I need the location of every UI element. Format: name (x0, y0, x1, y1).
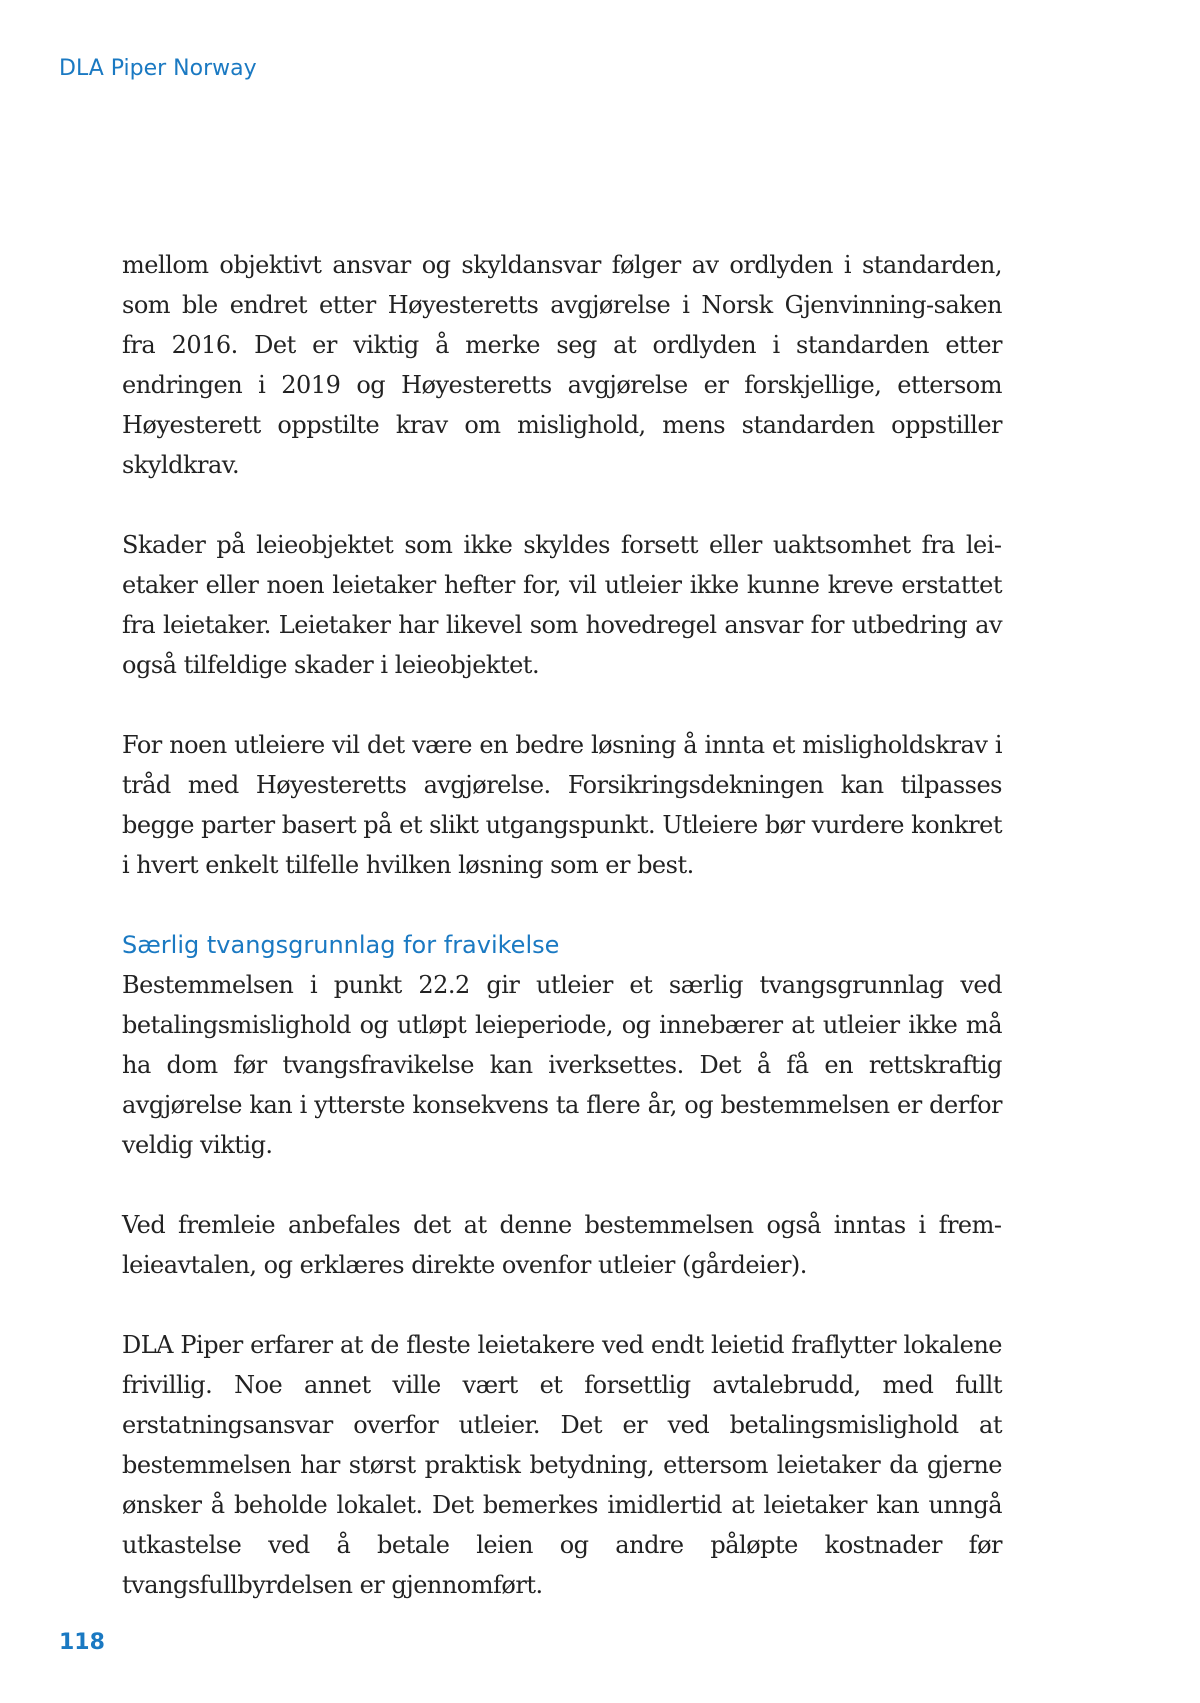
page-body (122, 245, 1002, 1645)
running-header: DLA Piper Norway (59, 56, 257, 81)
body-paragraph: DLA Piper erfarer at de fleste leietakere ved endt leietid fraflytter lokalene frivillig. Noe annet ville vært et forsettlig avtalebrudd, med fullt erstatningsansvar overfor utleier. Det er ved betalingsmislighold at bestemmelsen har størst praktisk betydning, ettersom leietaker da gjerne ønsker å beholde lokalet. Det bemerkes imidlertid at leietaker kan unngå utkastelse ved å betale leien og andre påløpte kostnader før tvangsfullbyrdelsen er gjennomført. (122, 1331, 1002, 1599)
section-heading: Særlig tvangsgrunnlag for fravikelse (122, 931, 560, 959)
body-paragraph: Bestemmelsen i punkt 22.2 gir utleier et særlig tvangsgrunnlag ved betalingsmislighold og utløpt leieperiode, og innebærer at utleier ikke må ha dom før tvangsfravikelse kan iverksettes. Det å få en rettskraftig avgjørelse kan i ytterste konsekvens ta flere år, og bestemmelsen er derfor veldig viktig. (122, 971, 1002, 1159)
body-paragraph: Skader på leieobjektet som ikke skyldes forsett eller uaktsomhet fra leietaker eller noen leietaker hefter for, vil utleier ikke kunne kreve erstattet fra leietaker. Leietaker har likevel som hovedregel ansvar for utbedring av også tilfeldige skader i leieobjektet. (122, 531, 1002, 679)
body-paragraph: mellom objektivt ansvar og skyldansvar følger av ordlyden i standarden, som ble endret etter Høyesteretts avgjørelse i Norsk Gjenvinning-saken fra 2016. Det er viktig å merke seg at ordlyden i standarden etter endringen i 2019 og Høyesteretts avgjørelse er forskjellige, ettersom Høyesterett oppstilte krav om mislighold, mens standarden oppstiller skyldkrav. (122, 251, 1002, 479)
body-paragraph: For noen utleiere vil det være en bedre løsning å innta et misligholdskrav i tråd med Høyesteretts avgjørelse. Forsikringsdekningen kan tilpasses begge parter basert på et slikt utgangspunkt. Utleiere bør vurdere konkret i hvert enkelt tilfelle hvilken løsning som er best. (122, 731, 1002, 879)
body-paragraph: Ved fremleie anbefales det at denne bestemmelsen også inntas i fremleieavtalen, og erklæres direkte ovenfor utleier (gårdeier). (122, 1211, 1002, 1279)
page-number: 118 (59, 1630, 105, 1655)
